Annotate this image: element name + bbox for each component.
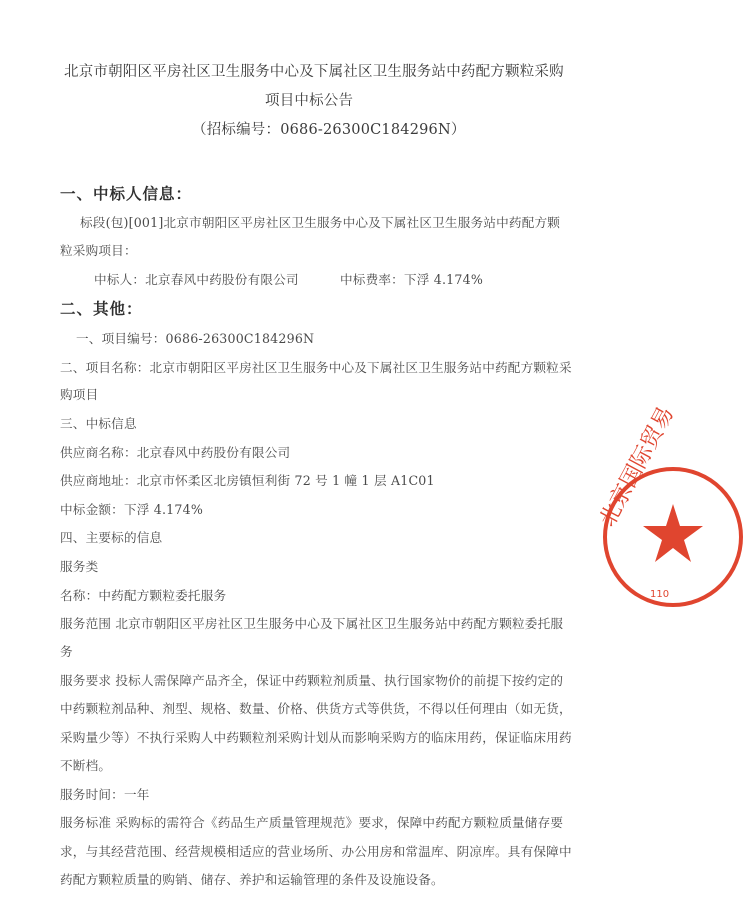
other-line: 采购量少等）不执行采购人中药颗粒剂采购计划从而影响采购方的临床用药，保证临床用药 <box>60 730 572 745</box>
other-line: 中药颗粒剂品种、剂型、规格、数量、价格、供货方式等供货，不得以任何理由（如无货， <box>60 701 572 716</box>
other-line: 务 <box>60 644 73 659</box>
seal-number: 110 <box>650 589 670 600</box>
title-line-2: 项目中标公告 <box>265 93 354 109</box>
other-line: 三、中标信息 <box>60 416 137 431</box>
winner-rate: 中标费率：下浮 4.174% <box>340 272 483 287</box>
section-heading-winner: 一、中标人信息： <box>60 184 193 203</box>
official-seal <box>595 402 748 612</box>
other-line: 求，与其经营范围、经营规模相适应的营业场所、办公用房和常温库、阴凉库。具有保障中 <box>60 844 572 859</box>
other-line: 二、项目名称：北京市朝阳区平房社区卫生服务中心及下属社区卫生服务站中药配方颗粒采 <box>60 360 572 375</box>
other-line: 一、项目编号：0686-26300C184296N <box>76 331 315 346</box>
other-line: 名称：中药配方颗粒委托服务 <box>60 588 227 603</box>
other-line: 购项目 <box>60 387 99 402</box>
section-heading-other: 二、其他： <box>60 299 143 318</box>
other-line: 不断档。 <box>60 758 112 773</box>
seal-text: 北京国际贸易 <box>595 402 680 531</box>
lot-line-2: 粒采购项目： <box>60 243 137 258</box>
other-line: 服务类 <box>60 559 99 574</box>
other-line: 服务标准 采购标的需符合《药品生产质量管理规范》要求，保障中药配方颗粒质量储存要 <box>60 815 564 830</box>
other-line: 供应商地址：北京市怀柔区北房镇恒利街 72 号 1 幢 1 层 A1C01 <box>60 473 435 488</box>
lot-line-1: 标段(包)[001]北京市朝阳区平房社区卫生服务中心及下属社区卫生服务站中药配方颗 <box>80 215 561 230</box>
other-line: 四、主要标的信息 <box>60 530 163 545</box>
title-line-1: 北京市朝阳区平房社区卫生服务中心及下属社区卫生服务站中药配方颗粒采购 <box>64 64 564 80</box>
other-line: 服务时间：一年 <box>60 787 150 802</box>
other-line: 中标金额：下浮 4.174% <box>60 502 203 517</box>
tender-number: （招标编号：0686-26300C184296N） <box>192 122 466 138</box>
winner-name: 中标人：北京春风中药股份有限公司 <box>94 272 299 287</box>
other-line: 服务要求 投标人需保障产品齐全，保证中药颗粒剂质量、执行国家物价的前提下按约定的 <box>60 673 564 688</box>
seal-star-icon <box>643 504 703 562</box>
other-line: 供应商名称：北京春风中药股份有限公司 <box>60 445 291 460</box>
other-line: 药配方颗粒质量的购销、储存、养护和运输管理的条件及设施设备。 <box>60 872 444 887</box>
other-line: 服务范围 北京市朝阳区平房社区卫生服务中心及下属社区卫生服务站中药配方颗粒委托服 <box>60 616 564 631</box>
